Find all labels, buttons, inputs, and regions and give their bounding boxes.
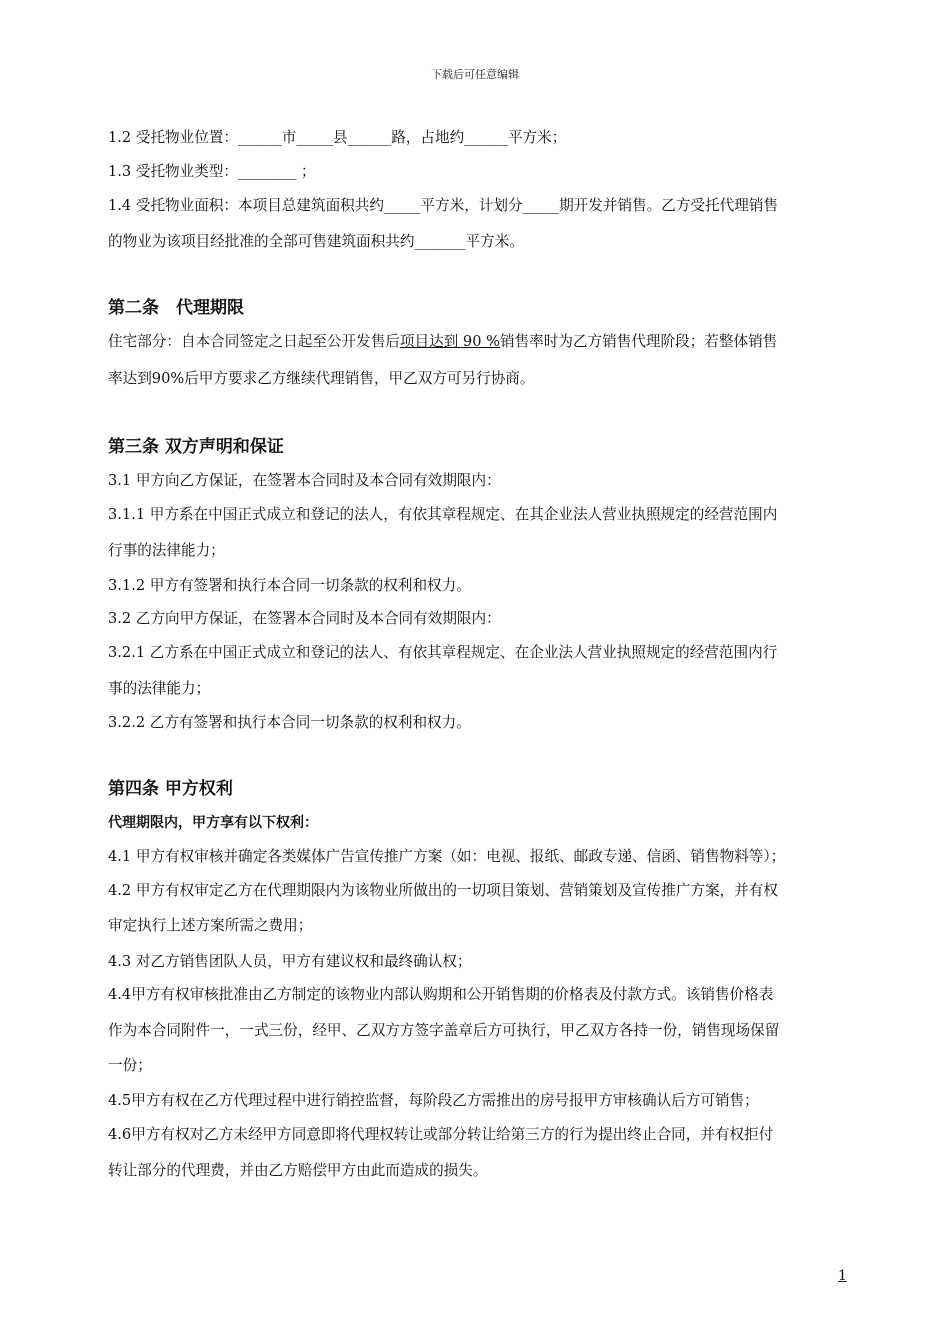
clause-4-4: 4.4甲方有权审核批准由乙方制定的该物业内部认购期和公开销售期的价格表及付款方式。该销售价格表 <box>108 986 774 1003</box>
clause-3-2-1-cont: 事的法律能力； <box>108 680 211 697</box>
residential-text-c: 销售率时为乙方销售代理阶段；若整体销售 <box>499 333 778 350</box>
clause-1-4: 1.4 受托物业面积：本项目总建筑面积共约_____平方米，计划分_____期开发并销售。乙方受托代理销售 <box>108 197 778 214</box>
residential-text-a: 住宅部分：自本合同签定之日起至公开发售后 <box>108 333 400 350</box>
clause-3-1-1-cont: 行事的法律能力； <box>108 542 225 559</box>
clause-3-2-2: 3.2.2 乙方有签署和执行本合同一切条款的权利和权力。 <box>108 714 471 731</box>
page-number: 1 <box>838 1268 847 1284</box>
section-4-title: 第四条 甲方权利 <box>108 779 233 799</box>
clause-1-3: 1.3 受托物业类型：________ ； <box>108 163 316 180</box>
clause-4-4-cont-1: 作为本合同附件一，一式三份，经甲、乙双方方签字盖章后方可执行，甲乙双方各持一份，销售现场保留 <box>108 1022 780 1039</box>
clause-3-1-2: 3.1.2 甲方有签署和执行本合同一切条款的权利和权力。 <box>108 577 471 594</box>
clause-4-2-cont: 审定执行上述方案所需之费用； <box>108 917 313 934</box>
clause-1-2: 1.2 受托物业位置：______市_____县______路，占地约______平方米； <box>108 129 567 146</box>
section-2-title: 第二条 代理期限 <box>108 298 244 318</box>
clause-1-4-cont: 的物业为该项目经批准的全部可售建筑面积共约_______平方米。 <box>108 233 524 250</box>
clause-3-1: 3.1 甲方向乙方保证，在签署本合同时及本合同有效期限内： <box>108 472 501 489</box>
page-header: 下载后可任意编辑 <box>431 68 519 81</box>
paragraph-residential <box>108 332 777 352</box>
sales-rate-underlined: 项目达到 90 % <box>399 333 500 350</box>
clause-4-3: 4.3 对乙方销售团队人员，甲方有建议权和最终确认权； <box>108 953 472 970</box>
clause-4-4-cont-2: 一份； <box>108 1057 152 1074</box>
clause-4-2: 4.2 甲方有权审定乙方在代理期限内为该物业所做出的一切项目策划、营销策划及宣传推广方案，并有权 <box>108 882 778 899</box>
section-3-title: 第三条 双方声明和保证 <box>108 437 284 457</box>
clause-3-2: 3.2 乙方向甲方保证，在签署本合同时及本合同有效期限内： <box>108 610 501 627</box>
clause-4-1: 4.1 甲方有权审核并确定各类媒体广告宣传推广方案（如：电视、报纸、邮政专递、信函、销售物料等）； <box>108 848 786 865</box>
paragraph-residential-cont: 率达到90%后甲方要求乙方继续代理销售，甲乙双方可另行协商。 <box>108 370 535 387</box>
clause-4-5: 4.5甲方有权在乙方代理过程中进行销控监督，每阶段乙方需推出的房号报甲方审核确认后方可销售； <box>108 1092 759 1109</box>
clause-3-1-1: 3.1.1 甲方系在中国正式成立和登记的法人，有依其章程规定、在其企业法人营业执照规定的经营范围内 <box>108 506 778 523</box>
section-4-intro: 代理期限内，甲方享有以下权利： <box>108 815 318 831</box>
clause-4-6-cont: 转让部分的代理费，并由乙方赔偿甲方由此而造成的损失。 <box>108 1162 488 1179</box>
clause-3-2-1: 3.2.1 乙方系在中国正式成立和登记的法人、有依其章程规定、在企业法人营业执照规定的经营范围内行 <box>108 644 778 661</box>
clause-4-6: 4.6甲方有权对乙方未经甲方同意即将代理权转让或部分转让给第三方的行为提出终止合同，并有权拒付 <box>108 1126 774 1143</box>
